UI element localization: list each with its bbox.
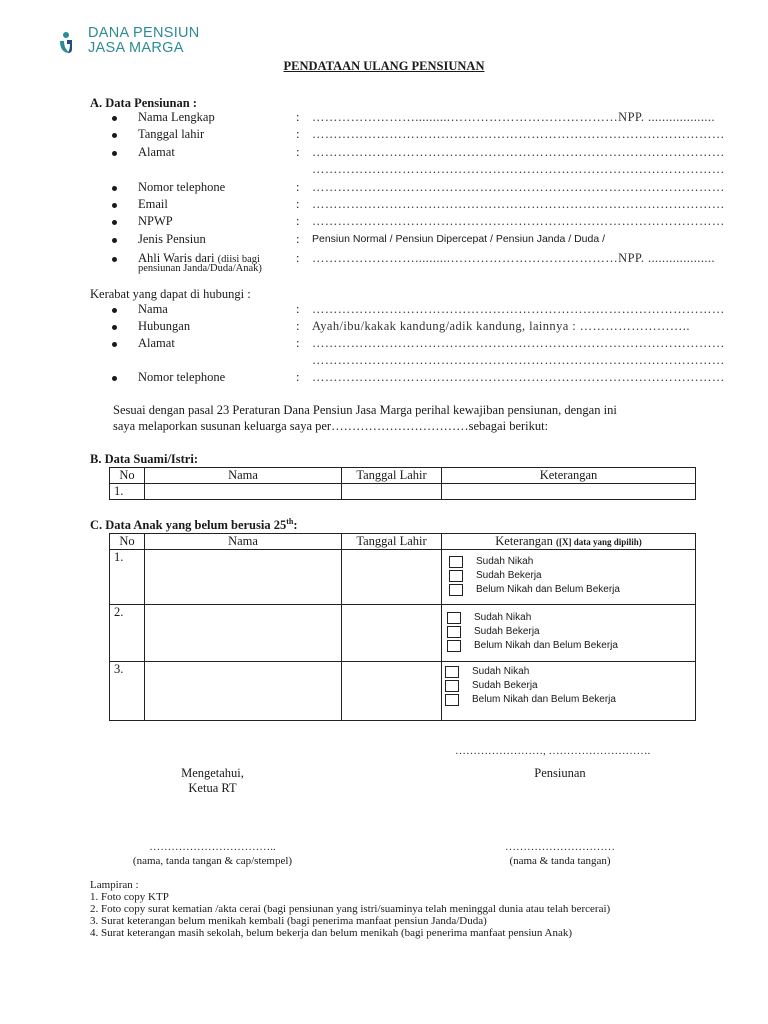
signature-left-line[interactable]: …………………………….. bbox=[149, 841, 276, 853]
checkbox-sudah-nikah[interactable] bbox=[445, 666, 459, 678]
table-row[interactable] bbox=[110, 550, 696, 605]
field-value[interactable]: …………………………………………………………………………………… bbox=[312, 302, 725, 316]
table-cell[interactable] bbox=[342, 662, 442, 721]
table-cell: 3. bbox=[110, 662, 145, 721]
field-value[interactable]: Ayah/ibu/kakak kandung/adik kandung, lainnya : …………………….. bbox=[312, 319, 690, 333]
checkbox-label: Sudah Bekerja bbox=[474, 626, 540, 637]
table-cell[interactable] bbox=[342, 605, 442, 662]
spouse-table bbox=[109, 467, 696, 500]
section-c-heading: C. Data Anak yang belum berusia 25th: bbox=[90, 517, 298, 533]
signature-left-title: Mengetahui, Ketua RT bbox=[181, 766, 244, 795]
signature-right-title: Pensiunan bbox=[534, 766, 586, 780]
field-label: Nama bbox=[138, 302, 168, 316]
checkbox-label: Sudah Nikah bbox=[474, 612, 532, 623]
table-cell: 1. bbox=[110, 484, 145, 500]
col-header: Tanggal Lahir bbox=[342, 468, 442, 484]
table-cell[interactable] bbox=[342, 550, 442, 605]
statement-line-2: saya melaporkan susunan keluarga saya per……………………………sebagai berikut: bbox=[113, 419, 549, 433]
field-label: Hubungan bbox=[138, 319, 191, 333]
attachment-item: 1. Foto copy KTP bbox=[90, 891, 169, 903]
checkbox-sudah-nikah[interactable] bbox=[447, 612, 461, 624]
field-label: Nama Lengkap bbox=[138, 110, 215, 124]
checkbox-label: Sudah Nikah bbox=[476, 556, 534, 567]
table-cell[interactable] bbox=[442, 484, 696, 500]
field-value[interactable]: …………………………………………………………………………………… bbox=[312, 145, 725, 159]
place-date-field[interactable]: ……………………, ………………………. bbox=[455, 745, 651, 757]
table-cell[interactable] bbox=[145, 605, 342, 662]
table-cell[interactable] bbox=[145, 484, 342, 500]
table-cell: 2. bbox=[110, 605, 145, 662]
col-header: Nama bbox=[145, 534, 342, 550]
children-table bbox=[109, 533, 696, 721]
field-label: Alamat bbox=[138, 145, 175, 159]
field-value[interactable]: …………………………………………………………………………………… bbox=[312, 180, 725, 194]
table-header-row bbox=[110, 534, 696, 550]
logo-line-1: DANA PENSIUN bbox=[88, 25, 200, 41]
table-row[interactable] bbox=[110, 662, 696, 721]
checkbox-belum-nikah-bekerja[interactable] bbox=[449, 584, 463, 596]
signature-left-caption: (nama, tanda tangan & cap/stempel) bbox=[132, 855, 293, 867]
field-label: Ahli Waris dari (diisi bagi bbox=[138, 251, 260, 265]
col-header: No bbox=[110, 534, 145, 550]
checkbox-belum-nikah-bekerja[interactable] bbox=[445, 694, 459, 706]
field-note: pensiunan Janda/Duda/Anak) bbox=[138, 263, 262, 274]
col-header: No bbox=[110, 468, 145, 484]
checkbox-label: Sudah Bekerja bbox=[472, 680, 538, 691]
col-header: Keterangan ([X] data yang dipilih) bbox=[442, 534, 696, 550]
field-value[interactable]: …………………………………………………………………………………… bbox=[312, 162, 725, 176]
field-label: Tanggal lahir bbox=[138, 127, 205, 141]
field-value[interactable]: ……………………..........…………………………………NPP. ................... bbox=[312, 110, 715, 124]
field-value[interactable]: …………………………………………………………………………………… bbox=[312, 127, 725, 141]
table-row[interactable] bbox=[110, 605, 696, 662]
field-label: Jenis Pensiun bbox=[138, 232, 206, 246]
logo-line-2: JASA MARGA bbox=[88, 40, 184, 56]
field-value[interactable]: …………………………………………………………………………………… bbox=[312, 370, 725, 384]
field-value[interactable]: ……………………..........…………………………………NPP. ................... bbox=[312, 251, 715, 265]
checkbox-label: Sudah Nikah bbox=[472, 666, 530, 677]
field-value[interactable]: …………………………………………………………………………………… bbox=[312, 336, 725, 350]
field-value[interactable]: …………………………………………………………………………………… bbox=[312, 197, 725, 211]
table-header-row bbox=[110, 468, 696, 484]
attachments-heading: Lampiran : bbox=[90, 879, 139, 891]
signature-right-caption: (nama & tanda tangan) bbox=[509, 855, 611, 867]
field-value[interactable]: …………………………………………………………………………………… bbox=[312, 214, 725, 228]
table-cell[interactable] bbox=[342, 484, 442, 500]
col-header: Tanggal Lahir bbox=[342, 534, 442, 550]
col-header: Keterangan bbox=[442, 468, 696, 484]
logo-mark-icon bbox=[58, 31, 82, 55]
field-label: Alamat bbox=[138, 336, 175, 350]
table-row[interactable] bbox=[110, 484, 696, 500]
field-value[interactable]: Pensiun Normal / Pensiun Dipercepat / Pensiun Janda / Duda / bbox=[312, 233, 606, 245]
checkbox-sudah-bekerja[interactable] bbox=[447, 626, 461, 638]
col-header: Nama bbox=[145, 468, 342, 484]
field-value[interactable]: …………………………………………………………………………………… bbox=[312, 353, 725, 367]
section-b-heading: B. Data Suami/Istri: bbox=[90, 452, 198, 466]
checkbox-label: Belum Nikah dan Belum Bekerja bbox=[472, 694, 616, 705]
bullet bbox=[112, 116, 117, 121]
checkbox-label: Belum Nikah dan Belum Bekerja bbox=[476, 584, 620, 595]
field-label: Nomor telephone bbox=[138, 370, 226, 384]
checkbox-label: Sudah Bekerja bbox=[476, 570, 542, 581]
attachment-item: 2. Foto copy surat kematian /akta cerai (bagi pensiunan yang istri/suaminya telah meninggal dunia atau telah bercerai) bbox=[90, 903, 611, 915]
checkbox-belum-nikah-bekerja[interactable] bbox=[447, 640, 461, 652]
section-a-heading: A. Data Pensiunan : bbox=[90, 96, 197, 110]
page-title: PENDATAAN ULANG PENSIUNAN bbox=[283, 59, 485, 73]
kerabat-heading: Kerabat yang dapat di hubungi : bbox=[90, 287, 251, 301]
table-cell[interactable] bbox=[145, 662, 342, 721]
checkbox-sudah-bekerja[interactable] bbox=[449, 570, 463, 582]
field-label: Email bbox=[138, 197, 168, 211]
statement-line-1: Sesuai dengan pasal 23 Peraturan Dana Pensiun Jasa Marga perihal kewajiban pensiunan, dengan ini bbox=[113, 403, 617, 417]
field-label: NPWP bbox=[138, 214, 173, 228]
checkbox-label: Belum Nikah dan Belum Bekerja bbox=[474, 640, 618, 651]
table-cell: 1. bbox=[110, 550, 145, 605]
signature-right-line[interactable]: ………………………… bbox=[505, 841, 615, 853]
attachment-item: 4. Surat keterangan masih sekolah, belum bekerja dan belum menikah (bagi penerima manfaat pensiun Anak) bbox=[90, 927, 573, 939]
checkbox-sudah-bekerja[interactable] bbox=[445, 680, 459, 692]
attachment-item: 3. Surat keterangan belum menikah kembali (bagi penerima manfaat pensiun Janda/Duda) bbox=[90, 915, 487, 927]
checkbox-sudah-nikah[interactable] bbox=[449, 556, 463, 568]
table-cell[interactable] bbox=[145, 550, 342, 605]
field-label: Nomor telephone bbox=[138, 180, 226, 194]
